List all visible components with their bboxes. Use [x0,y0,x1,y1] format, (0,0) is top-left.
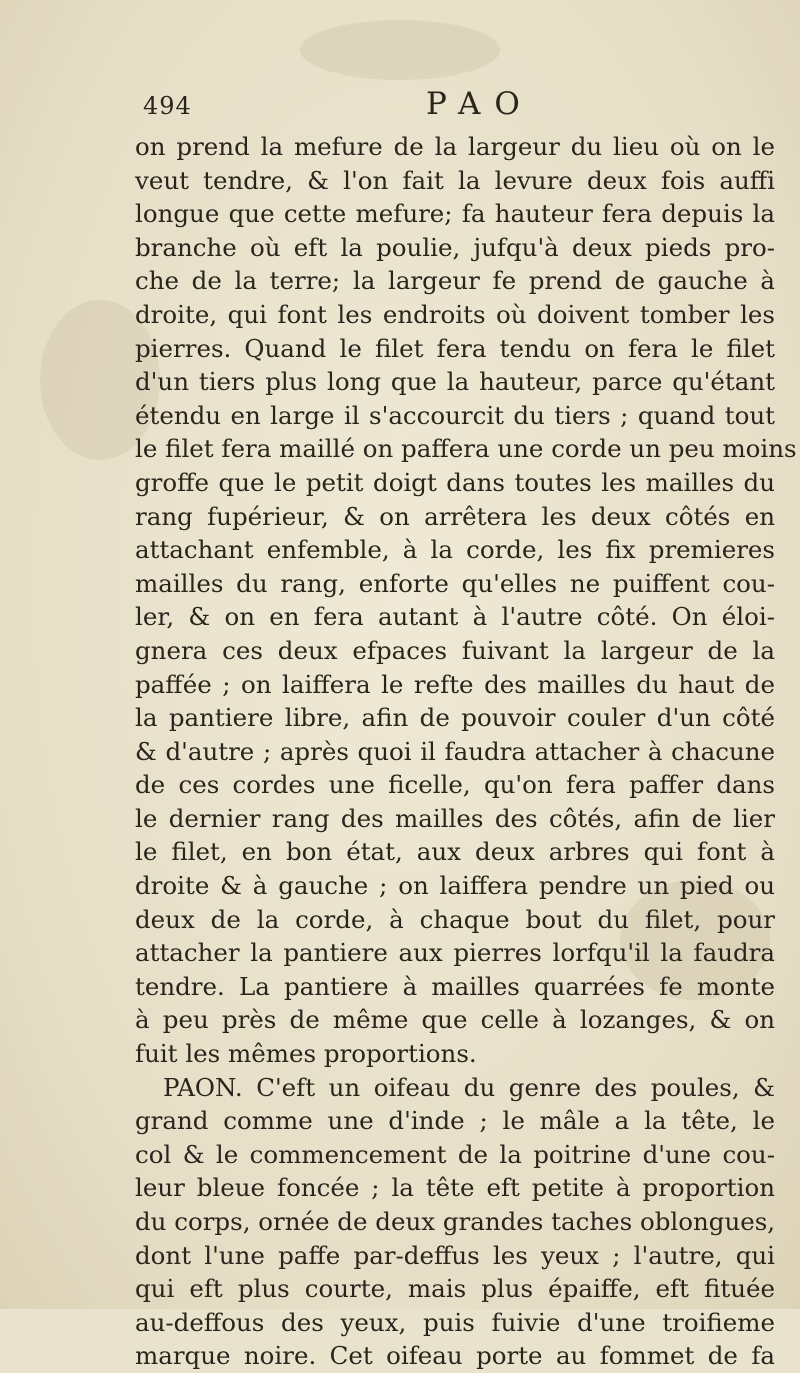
text-line: gnera ces deux efpaces fuivant la largeur de la [135,635,775,665]
text-line: branche où eft la poulie, jufqu'à deux pieds pro- [135,232,775,262]
text-line: droite, qui font les endroits où doivent tomber les [135,299,775,329]
text-line: la pantiere libre, afin de pouvoir couler d'un côté [135,703,775,733]
text-line: attachant enfemble, à la corde, les fix premieres [135,535,775,565]
text-line: fuit les mêmes proportions. [135,1039,477,1069]
text-line: dont l'une paffe par-deffus les yeux ; l'autre, qui [135,1240,775,1270]
text-line: à peu près de même que celle à lozanges, & on [135,1005,775,1035]
text-line: & d'autre ; après quoi il faudra attacher à chacune [135,736,775,766]
text-line: de ces cordes une ficelle, qu'on fera paffer dans [135,770,775,800]
text-line: d'un tiers plus long que la hauteur, parce qu'étant [135,367,775,397]
paper-stain [300,20,500,80]
page-header [143,86,760,132]
text-line: attacher la pantiere aux pierres lorfqu'il la faudra [135,938,775,968]
text-line: on prend la mefure de la largeur du lieu où on le [135,132,775,161]
text-line: veut tendre, & l'on fait la levure deux fois auffi [135,165,775,195]
text-line: rang fupérieur, & on arrêtera les deux côtés en [135,501,775,531]
entry-heading-line: PAON. C'eft un oifeau du genre des poules, & [163,1072,775,1102]
text-line: droite & à gauche ; on laiffera pendre un pied ou [135,871,775,901]
text-line: groffe que le petit doigt dans toutes les mailles du [135,467,775,497]
text-line: grand comme une d'inde ; le mâle a la tête, le [135,1106,775,1136]
text-line: longue que cette mefure; fa hauteur fera depuis la [135,199,775,229]
text-line: leur bleue foncée ; la tête eft petite à proportion [135,1173,775,1203]
text-line: paffée ; on laiffera le refte des mailles du haut de [135,669,775,699]
text-line: pierres. Quand le filet fera tendu on fera le filet [135,333,775,363]
text-line: le filet fera maillé on paffera une corde un peu moins [135,434,797,464]
running-head: PAO [426,86,534,122]
text-line: col & le commencement de la poitrine d'une cou- [135,1139,775,1169]
text-line: le dernier rang des mailles des côtés, afin de lier [135,803,775,833]
text-line: deux de la corde, à chaque bout du filet, pour [135,904,775,934]
text-line: ler, & on en fera autant à l'autre côté. On éloi- [135,602,775,632]
text-line: du corps, ornée de deux grandes taches oblongues, [135,1207,776,1236]
text-body [135,130,797,1373]
page-number: 494 [143,92,192,120]
text-line: qui eft plus courte, mais plus épaiffe, eft fituée [135,1274,775,1304]
text-line: le filet, en bon état, aux deux arbres qui font à [135,837,775,867]
text-line: étendu en large il s'accourcit du tiers ; quand tout [135,400,775,430]
text-line: mailles du rang, enforte qu'elles ne puiffent cou- [135,568,775,598]
text-line: marque noire. Cet oifeau porte au fommet de fa [135,1341,775,1371]
text-line: au-deffous des yeux, puis fuivie d'une troifieme [135,1307,775,1337]
text-line: che de la terre; la largeur fe prend de gauche à [135,266,775,296]
text-line: tendre. La pantiere à mailles quarrées fe monte [135,971,775,1001]
